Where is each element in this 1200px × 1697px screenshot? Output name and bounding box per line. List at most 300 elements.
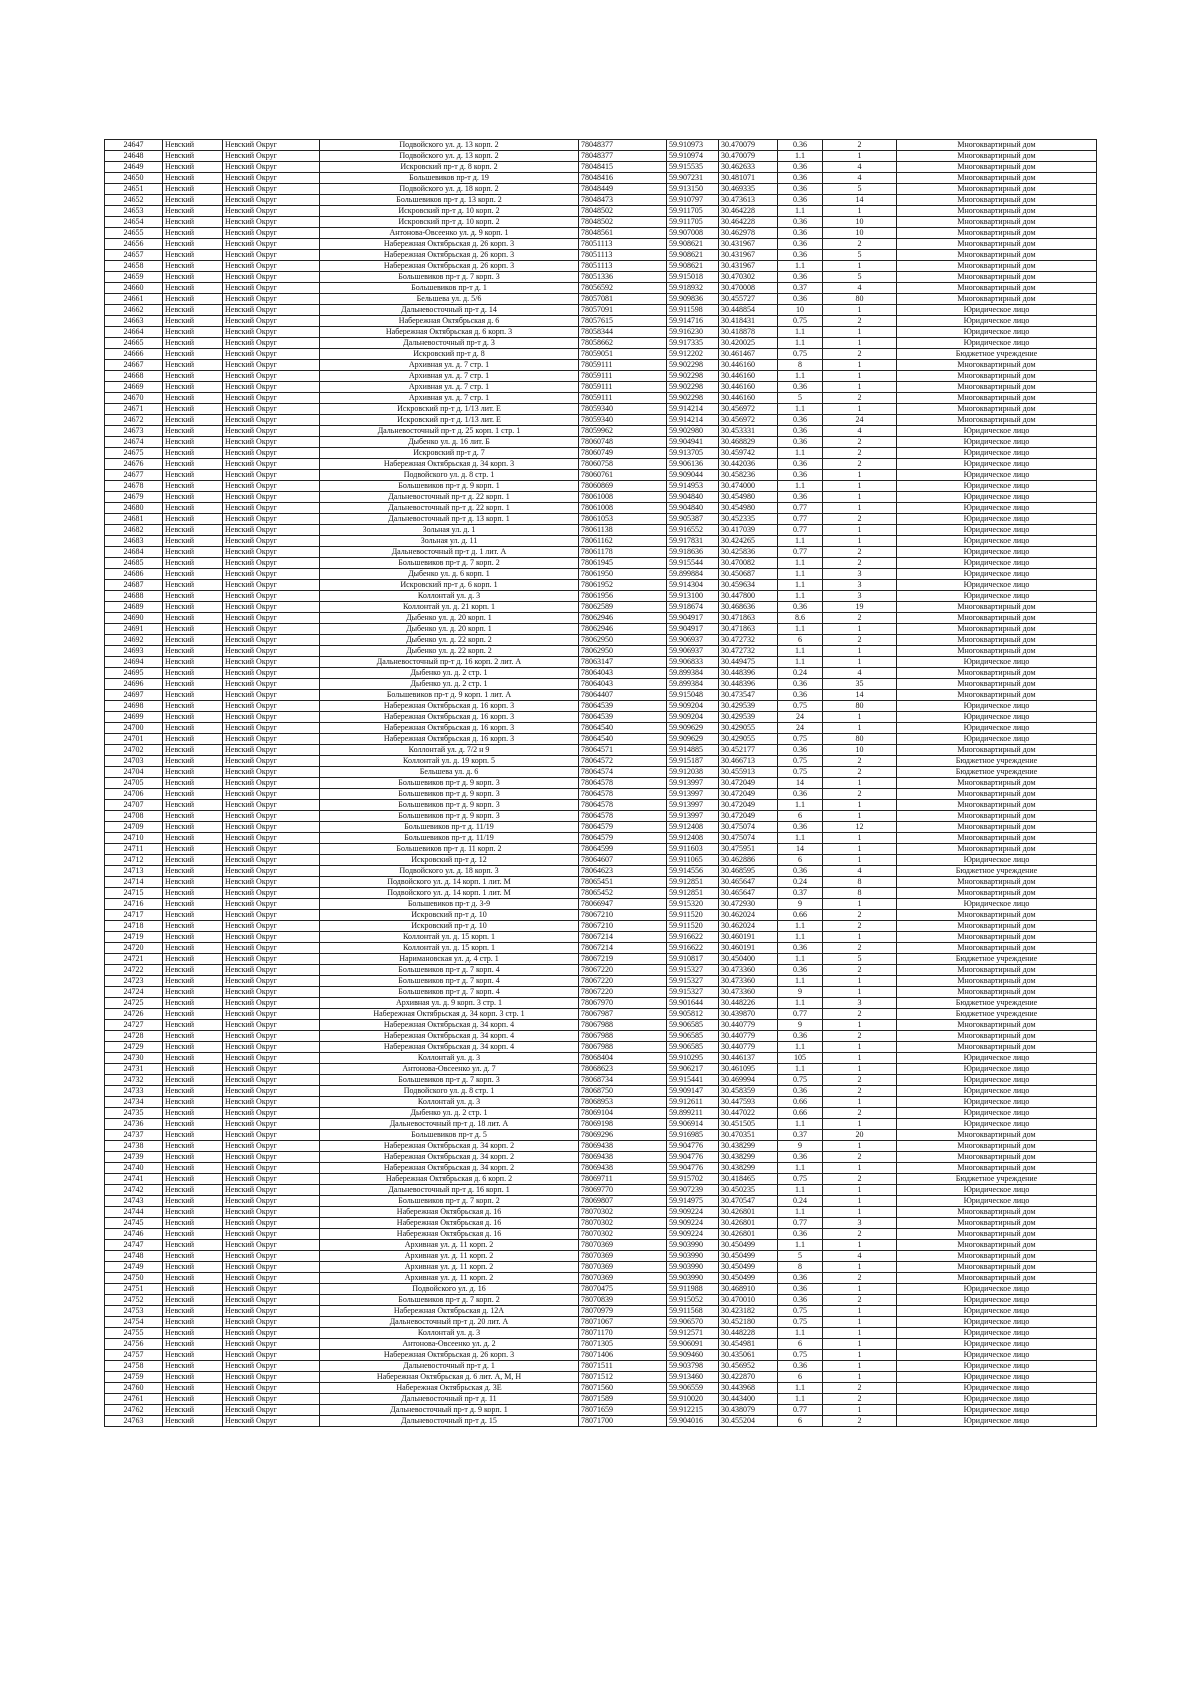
table-row <box>105 382 1097 393</box>
code-cell: 78067988 <box>579 1020 667 1031</box>
count-cell: 1 <box>823 525 897 536</box>
volume-cell: 0.77 <box>778 1218 823 1229</box>
id-cell: 24703 <box>105 756 163 767</box>
count-cell: 4 <box>823 283 897 294</box>
lon-cell: 30.426801 <box>719 1229 778 1240</box>
lat-cell: 59.915702 <box>667 1174 719 1185</box>
count-cell: 1 <box>823 833 897 844</box>
address-cell: Подвойского ул. д. 16 <box>320 1284 579 1295</box>
lat-cell: 59.916230 <box>667 327 719 338</box>
table-row <box>105 932 1097 943</box>
municipality-cell: Невский Округ <box>223 1350 320 1361</box>
address-cell: Бельшева ул. д. 6 <box>320 767 579 778</box>
municipality-cell: Невский Округ <box>223 1020 320 1031</box>
volume-cell: 0.36 <box>778 140 823 151</box>
district-cell: Невский <box>163 184 223 195</box>
address-cell: Большевиков пр-т д. 5 <box>320 1130 579 1141</box>
lat-cell: 59.906914 <box>667 1119 719 1130</box>
volume-cell: 0.36 <box>778 965 823 976</box>
volume-cell: 1.1 <box>778 536 823 547</box>
volume-cell: 0.77 <box>778 1009 823 1020</box>
category-cell: Юридическое лицо <box>897 558 1097 569</box>
lon-cell: 30.452177 <box>719 745 778 756</box>
address-cell: Подвойского ул. д. 13 корп. 2 <box>320 140 579 151</box>
category-cell: Юридическое лицо <box>897 855 1097 866</box>
category-cell: Многоквартирный дом <box>897 250 1097 261</box>
table-row <box>105 338 1097 349</box>
category-cell: Многоквартирный дом <box>897 393 1097 404</box>
category-cell: Многоквартирный дом <box>897 1251 1097 1262</box>
district-cell: Невский <box>163 426 223 437</box>
district-cell: Невский <box>163 778 223 789</box>
category-cell: Юридическое лицо <box>897 591 1097 602</box>
id-cell: 24739 <box>105 1152 163 1163</box>
address-cell: Набережная Октябрьская д. 26 корп. 3 <box>320 239 579 250</box>
municipality-cell: Невский Округ <box>223 1284 320 1295</box>
volume-cell: 1.1 <box>778 481 823 492</box>
volume-cell: 6 <box>778 1416 823 1427</box>
id-cell: 24663 <box>105 316 163 327</box>
address-cell: Большевиков пр-т д. 9 корп. 3 <box>320 800 579 811</box>
count-cell: 5 <box>823 954 897 965</box>
volume-cell: 0.36 <box>778 1361 823 1372</box>
lon-cell: 30.446160 <box>719 393 778 404</box>
table-row <box>105 1317 1097 1328</box>
municipality-cell: Невский Округ <box>223 1295 320 1306</box>
district-cell: Невский <box>163 624 223 635</box>
id-cell: 24685 <box>105 558 163 569</box>
lon-cell: 30.462024 <box>719 910 778 921</box>
lat-cell: 59.915052 <box>667 1295 719 1306</box>
municipality-cell: Невский Округ <box>223 1317 320 1328</box>
lon-cell: 30.443968 <box>719 1383 778 1394</box>
category-cell: Юридическое лицо <box>897 525 1097 536</box>
id-cell: 24684 <box>105 547 163 558</box>
district-cell: Невский <box>163 789 223 800</box>
count-cell: 1 <box>823 723 897 734</box>
lon-cell: 30.473547 <box>719 690 778 701</box>
district-cell: Невский <box>163 668 223 679</box>
district-cell: Невский <box>163 415 223 426</box>
lat-cell: 59.904840 <box>667 503 719 514</box>
volume-cell: 1.1 <box>778 1119 823 1130</box>
volume-cell: 1.1 <box>778 371 823 382</box>
municipality-cell: Невский Округ <box>223 349 320 360</box>
district-cell: Невский <box>163 910 223 921</box>
code-cell: 78071406 <box>579 1350 667 1361</box>
lon-cell: 30.442036 <box>719 459 778 470</box>
count-cell: 1 <box>823 1361 897 1372</box>
code-cell: 78060761 <box>579 470 667 481</box>
volume-cell: 1.1 <box>778 1185 823 1196</box>
address-cell: Набережная Октябрьская д. 34 корп. 2 <box>320 1163 579 1174</box>
address-cell: Дыбенко ул. д. 2 стр. 1 <box>320 1108 579 1119</box>
table-row <box>105 800 1097 811</box>
id-cell: 24673 <box>105 426 163 437</box>
code-cell: 78071700 <box>579 1416 667 1427</box>
municipality-cell: Невский Округ <box>223 921 320 932</box>
category-cell: Юридическое лицо <box>897 1361 1097 1372</box>
category-cell: Юридическое лицо <box>897 712 1097 723</box>
category-cell: Многоквартирный дом <box>897 206 1097 217</box>
municipality-cell: Невский Округ <box>223 1273 320 1284</box>
lon-cell: 30.438079 <box>719 1405 778 1416</box>
id-cell: 24691 <box>105 624 163 635</box>
count-cell: 1 <box>823 151 897 162</box>
code-cell: 78048473 <box>579 195 667 206</box>
code-cell: 78059111 <box>579 371 667 382</box>
municipality-cell: Невский Округ <box>223 305 320 316</box>
municipality-cell: Невский Округ <box>223 965 320 976</box>
volume-cell: 0.36 <box>778 415 823 426</box>
code-cell: 78060749 <box>579 448 667 459</box>
municipality-cell: Невский Округ <box>223 481 320 492</box>
lat-cell: 59.906937 <box>667 635 719 646</box>
municipality-cell: Невский Округ <box>223 272 320 283</box>
municipality-cell: Невский Округ <box>223 1009 320 1020</box>
lon-cell: 30.474000 <box>719 481 778 492</box>
district-cell: Невский <box>163 1119 223 1130</box>
id-cell: 24749 <box>105 1262 163 1273</box>
municipality-cell: Невский Округ <box>223 877 320 888</box>
lon-cell: 30.438299 <box>719 1152 778 1163</box>
district-cell: Невский <box>163 943 223 954</box>
category-cell: Юридическое лицо <box>897 492 1097 503</box>
id-cell: 24659 <box>105 272 163 283</box>
category-cell: Многоквартирный дом <box>897 360 1097 371</box>
category-cell: Многоквартирный дом <box>897 646 1097 657</box>
id-cell: 24658 <box>105 261 163 272</box>
id-cell: 24711 <box>105 844 163 855</box>
lon-cell: 30.481071 <box>719 173 778 184</box>
category-cell: Юридическое лицо <box>897 1119 1097 1130</box>
address-cell: Искровский пр-т д. 10 корп. 2 <box>320 217 579 228</box>
code-cell: 78058662 <box>579 338 667 349</box>
district-cell: Невский <box>163 503 223 514</box>
address-cell: Архивная ул. д. 9 корп. 3 стр. 1 <box>320 998 579 1009</box>
id-cell: 24696 <box>105 679 163 690</box>
district-cell: Невский <box>163 250 223 261</box>
address-cell: Дыбенко ул. д. 2 стр. 1 <box>320 668 579 679</box>
municipality-cell: Невский Округ <box>223 932 320 943</box>
lon-cell: 30.472049 <box>719 811 778 822</box>
district-cell: Невский <box>163 1020 223 1031</box>
code-cell: 78059051 <box>579 349 667 360</box>
table-row <box>105 459 1097 470</box>
lat-cell: 59.913460 <box>667 1372 719 1383</box>
district-cell: Невский <box>163 393 223 404</box>
id-cell: 24761 <box>105 1394 163 1405</box>
lon-cell: 30.454980 <box>719 492 778 503</box>
lon-cell: 30.418878 <box>719 327 778 338</box>
code-cell: 78057615 <box>579 316 667 327</box>
count-cell: 1 <box>823 932 897 943</box>
lon-cell: 30.472732 <box>719 646 778 657</box>
lat-cell: 59.911603 <box>667 844 719 855</box>
lon-cell: 30.446160 <box>719 382 778 393</box>
code-cell: 78058344 <box>579 327 667 338</box>
count-cell: 19 <box>823 602 897 613</box>
id-cell: 24688 <box>105 591 163 602</box>
id-cell: 24667 <box>105 360 163 371</box>
id-cell: 24679 <box>105 492 163 503</box>
municipality-cell: Невский Округ <box>223 1042 320 1053</box>
category-cell: Многоквартирный дом <box>897 690 1097 701</box>
category-cell: Многоквартирный дом <box>897 1207 1097 1218</box>
code-cell: 78048416 <box>579 173 667 184</box>
table-row <box>105 1295 1097 1306</box>
id-cell: 24681 <box>105 514 163 525</box>
district-cell: Невский <box>163 613 223 624</box>
table-row <box>105 888 1097 899</box>
id-cell: 24727 <box>105 1020 163 1031</box>
id-cell: 24660 <box>105 283 163 294</box>
lat-cell: 59.899384 <box>667 668 719 679</box>
address-cell: Подвойского ул. д. 8 стр. 1 <box>320 1086 579 1097</box>
table-row <box>105 195 1097 206</box>
count-cell: 1 <box>823 1163 897 1174</box>
count-cell: 2 <box>823 547 897 558</box>
code-cell: 78069770 <box>579 1185 667 1196</box>
count-cell: 4 <box>823 866 897 877</box>
municipality-cell: Невский Округ <box>223 635 320 646</box>
id-cell: 24748 <box>105 1251 163 1262</box>
volume-cell: 0.36 <box>778 195 823 206</box>
code-cell: 78064578 <box>579 778 667 789</box>
table-row <box>105 1042 1097 1053</box>
municipality-cell: Невский Округ <box>223 1031 320 1042</box>
category-cell: Юридическое лицо <box>897 1306 1097 1317</box>
table-row <box>105 734 1097 745</box>
volume-cell: 1.1 <box>778 800 823 811</box>
municipality-cell: Невский Округ <box>223 987 320 998</box>
district-cell: Невский <box>163 1053 223 1064</box>
address-cell: Большевиков пр-т д. 13 корп. 2 <box>320 195 579 206</box>
lat-cell: 59.906585 <box>667 1031 719 1042</box>
lon-cell: 30.448396 <box>719 679 778 690</box>
table-row <box>105 1097 1097 1108</box>
municipality-cell: Невский Округ <box>223 184 320 195</box>
count-cell: 2 <box>823 1273 897 1284</box>
lon-cell: 30.464228 <box>719 217 778 228</box>
address-cell: Дальневосточный пр-т д. 16 корп. 2 лит. А <box>320 657 579 668</box>
code-cell: 78048377 <box>579 140 667 151</box>
municipality-cell: Невский Округ <box>223 1108 320 1119</box>
id-cell: 24656 <box>105 239 163 250</box>
category-cell: Многоквартирный дом <box>897 888 1097 899</box>
lon-cell: 30.472049 <box>719 778 778 789</box>
volume-cell: 0.77 <box>778 547 823 558</box>
volume-cell: 0.24 <box>778 877 823 888</box>
municipality-cell: Невский Округ <box>223 657 320 668</box>
lat-cell: 59.907231 <box>667 173 719 184</box>
lon-cell: 30.448854 <box>719 305 778 316</box>
municipality-cell: Невский Округ <box>223 162 320 173</box>
id-cell: 24725 <box>105 998 163 1009</box>
category-cell: Многоквартирный дом <box>897 382 1097 393</box>
category-cell: Юридическое лицо <box>897 1097 1097 1108</box>
code-cell: 78069296 <box>579 1130 667 1141</box>
municipality-cell: Невский Округ <box>223 954 320 965</box>
lat-cell: 59.910020 <box>667 1394 719 1405</box>
category-cell: Юридическое лицо <box>897 734 1097 745</box>
code-cell: 78068734 <box>579 1075 667 1086</box>
district-cell: Невский <box>163 492 223 503</box>
count-cell: 2 <box>823 943 897 954</box>
table-row <box>105 877 1097 888</box>
id-cell: 24680 <box>105 503 163 514</box>
code-cell: 78069104 <box>579 1108 667 1119</box>
table-row <box>105 1350 1097 1361</box>
district-cell: Невский <box>163 1251 223 1262</box>
table-row <box>105 316 1097 327</box>
district-cell: Невский <box>163 1075 223 1086</box>
lon-cell: 30.462024 <box>719 921 778 932</box>
volume-cell: 5 <box>778 393 823 404</box>
district-cell: Невский <box>163 1218 223 1229</box>
lat-cell: 59.909629 <box>667 723 719 734</box>
lat-cell: 59.903990 <box>667 1262 719 1273</box>
count-cell: 2 <box>823 789 897 800</box>
count-cell: 1 <box>823 1141 897 1152</box>
id-cell: 24702 <box>105 745 163 756</box>
table-row <box>105 855 1097 866</box>
lat-cell: 59.902298 <box>667 393 719 404</box>
table-row <box>105 327 1097 338</box>
municipality-cell: Невский Округ <box>223 558 320 569</box>
id-cell: 24744 <box>105 1207 163 1218</box>
category-cell: Юридическое лицо <box>897 1339 1097 1350</box>
category-cell: Юридическое лицо <box>897 701 1097 712</box>
lat-cell: 59.899884 <box>667 569 719 580</box>
municipality-cell: Невский Округ <box>223 492 320 503</box>
table-row <box>105 1405 1097 1416</box>
address-cell: Искровский пр-т д. 10 <box>320 921 579 932</box>
count-cell: 3 <box>823 569 897 580</box>
district-cell: Невский <box>163 228 223 239</box>
district-cell: Невский <box>163 547 223 558</box>
id-cell: 24648 <box>105 151 163 162</box>
lat-cell: 59.909147 <box>667 1086 719 1097</box>
lon-cell: 30.438299 <box>719 1163 778 1174</box>
lon-cell: 30.447593 <box>719 1097 778 1108</box>
district-cell: Невский <box>163 1042 223 1053</box>
lon-cell: 30.468636 <box>719 602 778 613</box>
municipality-cell: Невский Округ <box>223 228 320 239</box>
code-cell: 78070302 <box>579 1218 667 1229</box>
district-cell: Невский <box>163 987 223 998</box>
address-cell: Большевиков пр-т д. 7 корп. 4 <box>320 987 579 998</box>
id-cell: 24666 <box>105 349 163 360</box>
lon-cell: 30.450499 <box>719 1273 778 1284</box>
count-cell: 8 <box>823 888 897 899</box>
municipality-cell: Невский Округ <box>223 327 320 338</box>
volume-cell: 1.1 <box>778 569 823 580</box>
volume-cell: 1.1 <box>778 591 823 602</box>
volume-cell: 9 <box>778 899 823 910</box>
table-row <box>105 613 1097 624</box>
volume-cell: 0.66 <box>778 910 823 921</box>
district-cell: Невский <box>163 811 223 822</box>
address-cell: Дальневосточный пр-т д. 22 корп. 1 <box>320 503 579 514</box>
lat-cell: 59.909224 <box>667 1218 719 1229</box>
lon-cell: 30.458359 <box>719 1086 778 1097</box>
district-cell: Невский <box>163 272 223 283</box>
lat-cell: 59.915320 <box>667 899 719 910</box>
table-row <box>105 657 1097 668</box>
volume-cell: 1.1 <box>778 921 823 932</box>
category-cell: Юридическое лицо <box>897 569 1097 580</box>
count-cell: 4 <box>823 668 897 679</box>
count-cell: 4 <box>823 173 897 184</box>
id-cell: 24721 <box>105 954 163 965</box>
municipality-cell: Невский Округ <box>223 569 320 580</box>
address-cell: Набережная Октябрьская д. 6 лит. А, М, Н <box>320 1372 579 1383</box>
id-cell: 24664 <box>105 327 163 338</box>
id-cell: 24677 <box>105 470 163 481</box>
table-row <box>105 173 1097 184</box>
count-cell: 2 <box>823 514 897 525</box>
category-cell: Многоквартирный дом <box>897 800 1097 811</box>
address-cell: Искровский пр-т д. 10 <box>320 910 579 921</box>
table-row <box>105 591 1097 602</box>
id-cell: 24733 <box>105 1086 163 1097</box>
category-cell: Юридическое лицо <box>897 327 1097 338</box>
lat-cell: 59.904941 <box>667 437 719 448</box>
id-cell: 24731 <box>105 1064 163 1075</box>
municipality-cell: Невский Округ <box>223 591 320 602</box>
lat-cell: 59.903798 <box>667 1361 719 1372</box>
volume-cell: 0.36 <box>778 239 823 250</box>
id-cell: 24714 <box>105 877 163 888</box>
id-cell: 24755 <box>105 1328 163 1339</box>
lat-cell: 59.910797 <box>667 195 719 206</box>
volume-cell: 0.36 <box>778 162 823 173</box>
lon-cell: 30.422870 <box>719 1372 778 1383</box>
address-cell: Дыбенко ул. д. 22 корп. 2 <box>320 646 579 657</box>
table-row <box>105 998 1097 1009</box>
table-row <box>105 624 1097 635</box>
table-row <box>105 349 1097 360</box>
table-row <box>105 921 1097 932</box>
category-cell: Юридическое лицо <box>897 899 1097 910</box>
code-cell: 78071511 <box>579 1361 667 1372</box>
id-cell: 24722 <box>105 965 163 976</box>
volume-cell: 0.36 <box>778 679 823 690</box>
id-cell: 24763 <box>105 1416 163 1427</box>
district-cell: Невский <box>163 558 223 569</box>
count-cell: 2 <box>823 1295 897 1306</box>
volume-cell: 14 <box>778 844 823 855</box>
lon-cell: 30.472732 <box>719 635 778 646</box>
category-cell: Многоквартирный дом <box>897 1020 1097 1031</box>
municipality-cell: Невский Округ <box>223 1097 320 1108</box>
address-cell: Набережная Октябрьская д. 34 корп. 3 <box>320 459 579 470</box>
table-row <box>105 569 1097 580</box>
lat-cell: 59.915535 <box>667 162 719 173</box>
lon-cell: 30.450687 <box>719 569 778 580</box>
code-cell: 78064578 <box>579 811 667 822</box>
volume-cell: 1.1 <box>778 1042 823 1053</box>
lon-cell: 30.450400 <box>719 954 778 965</box>
lat-cell: 59.916622 <box>667 943 719 954</box>
lon-cell: 30.429539 <box>719 701 778 712</box>
address-cell: Подвойского ул. д. 18 корп. 2 <box>320 184 579 195</box>
table-row <box>105 1031 1097 1042</box>
address-cell: Большевиков пр-т д. 9 корп. 3 <box>320 811 579 822</box>
lon-cell: 30.470351 <box>719 1130 778 1141</box>
category-cell: Бюджетное учреждение <box>897 767 1097 778</box>
